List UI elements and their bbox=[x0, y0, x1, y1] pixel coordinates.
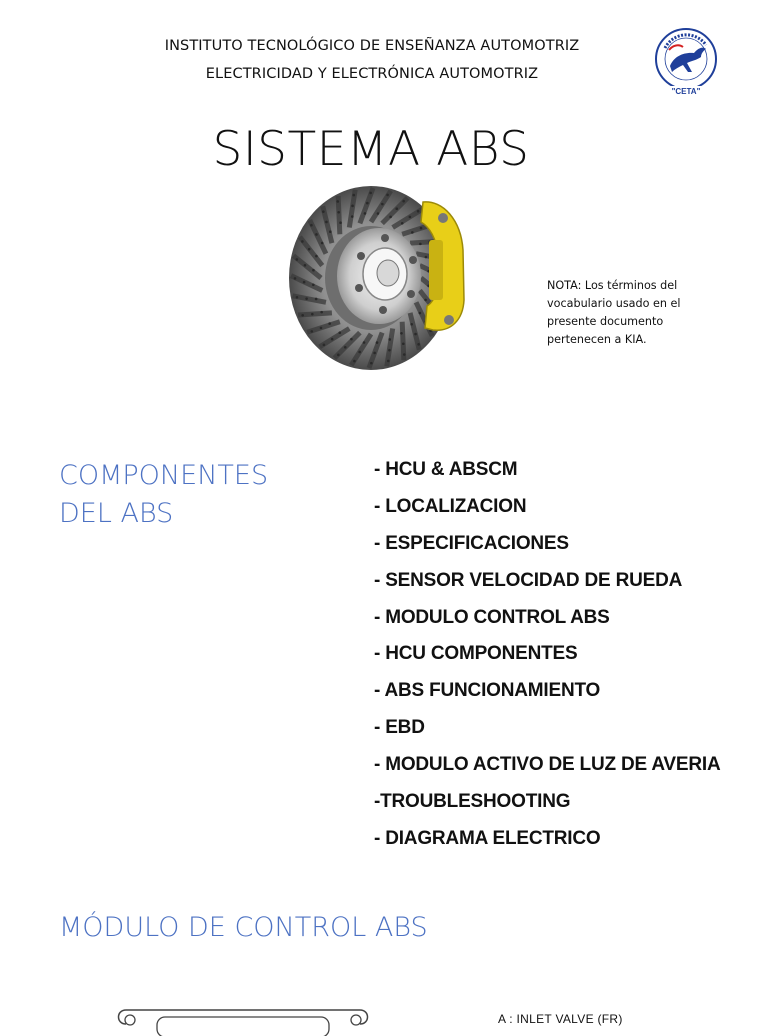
disc-hole bbox=[310, 330, 313, 333]
disc-hole bbox=[310, 224, 313, 227]
disc-hole bbox=[336, 200, 339, 203]
disc-hole bbox=[377, 212, 380, 215]
disc-hole bbox=[401, 222, 404, 225]
disc-hole bbox=[315, 298, 318, 301]
institute-name: INSTITUTO TECNOLÓGICO DE ENSEÑANZA AUTOMOTRIZ bbox=[164, 38, 580, 54]
disc-hole bbox=[395, 207, 398, 210]
list-item: - HCU COMPONENTES bbox=[374, 643, 578, 665]
disc-hole bbox=[321, 242, 324, 245]
disc-hole bbox=[387, 360, 390, 363]
list-item: - EBD bbox=[374, 717, 425, 739]
disc-hole bbox=[410, 323, 413, 326]
disc-hole bbox=[296, 296, 299, 299]
disc-hole bbox=[311, 313, 314, 316]
list-item: - ABS FUNCIONAMIENTO bbox=[374, 680, 601, 702]
disc-hole bbox=[304, 264, 307, 267]
disc-hole bbox=[364, 212, 367, 215]
list-item: - MODULO CONTROL ABS bbox=[374, 606, 610, 628]
disc-hole bbox=[320, 311, 323, 314]
disc-hole bbox=[339, 221, 342, 224]
module-diagram-image bbox=[112, 1006, 374, 1036]
disc-hole bbox=[351, 215, 354, 218]
disc-hole bbox=[388, 349, 391, 352]
list-item: - DIAGRAMA ELECTRICO bbox=[374, 827, 601, 849]
disc-hole bbox=[388, 338, 391, 341]
module-heading: MÓDULO DE CONTROL ABS bbox=[59, 912, 428, 943]
disc-hole bbox=[331, 338, 334, 341]
disc-hole bbox=[425, 256, 428, 259]
disc-hole bbox=[312, 283, 315, 286]
disc-hole bbox=[344, 346, 347, 349]
disc-hole bbox=[305, 297, 308, 300]
components-heading: COMPONENTES DEL ABS bbox=[59, 460, 269, 529]
disc-hole bbox=[325, 221, 328, 224]
note-text: NOTA: Los términos del vocabulario usado en el presente documento pertenecen a KIA. bbox=[547, 279, 681, 346]
disc-hole bbox=[328, 322, 331, 325]
brake-disc-image bbox=[283, 180, 483, 380]
list-item: - MODULO ACTIVO DE LUZ DE AVERIA bbox=[374, 754, 721, 776]
disc-hole bbox=[419, 243, 422, 246]
disc-hole bbox=[350, 338, 353, 341]
disc-hole bbox=[389, 216, 392, 219]
disc-hole bbox=[424, 299, 427, 302]
disc-hole bbox=[294, 277, 297, 280]
disc-hole bbox=[315, 233, 318, 236]
list-item: - LOCALIZACION bbox=[374, 495, 527, 517]
disc-hole bbox=[373, 352, 376, 355]
disc-hole bbox=[308, 248, 311, 251]
disc-hole bbox=[366, 202, 369, 205]
disc-hole bbox=[403, 353, 406, 356]
logo-text: "CETA" bbox=[671, 87, 701, 96]
list-item: - HCU & ABSCM bbox=[374, 459, 518, 480]
components-list bbox=[374, 458, 721, 864]
disc-hole bbox=[352, 194, 355, 197]
disc-hole bbox=[419, 312, 422, 315]
disc-hole bbox=[402, 200, 405, 203]
disc-hole bbox=[351, 205, 354, 208]
list-item: -TROUBLESHOOTING bbox=[374, 791, 571, 813]
disc-hole bbox=[376, 341, 379, 344]
disc-hole bbox=[337, 354, 340, 357]
ceta-logo-icon bbox=[648, 26, 724, 98]
disc-hole bbox=[409, 216, 412, 219]
disc-hole bbox=[301, 314, 304, 317]
disc-hole bbox=[312, 269, 315, 272]
disc-hole bbox=[411, 231, 414, 234]
disc-hole bbox=[370, 362, 373, 365]
disc-hole bbox=[381, 203, 384, 206]
page-title: SISTEMA ABS bbox=[212, 122, 530, 177]
disc-hole bbox=[386, 194, 389, 197]
disc-hole bbox=[358, 351, 361, 354]
disc-hole bbox=[353, 360, 356, 363]
disc-hole bbox=[414, 333, 417, 336]
disc-hole bbox=[320, 327, 323, 330]
list-item: - ESPECIFICACIONES bbox=[374, 532, 569, 554]
disc-hole bbox=[417, 343, 420, 346]
disc-hole bbox=[329, 230, 332, 233]
diagram-label: A : INLET VALVE (FR) bbox=[498, 1012, 623, 1026]
disc-hole bbox=[301, 240, 304, 243]
disc-hole bbox=[338, 331, 341, 334]
disc-hole bbox=[315, 255, 318, 258]
disc-hole bbox=[322, 210, 325, 213]
disc-hole bbox=[363, 341, 366, 344]
disc-hole bbox=[400, 332, 403, 335]
disc-hole bbox=[369, 192, 372, 195]
department-name: ELECTRICIDAD Y ELECTRÓNICA AUTOMOTRIZ bbox=[205, 66, 539, 82]
disc-hole bbox=[337, 211, 340, 214]
disc-hole bbox=[303, 281, 306, 284]
disc-hole bbox=[402, 342, 405, 345]
disc-hole bbox=[323, 343, 326, 346]
list-item: - SENSOR VELOCIDAD DE RUEDA bbox=[374, 569, 683, 591]
disc-hole bbox=[296, 258, 299, 261]
disc-hole bbox=[417, 210, 420, 213]
disc-hole bbox=[420, 227, 423, 230]
